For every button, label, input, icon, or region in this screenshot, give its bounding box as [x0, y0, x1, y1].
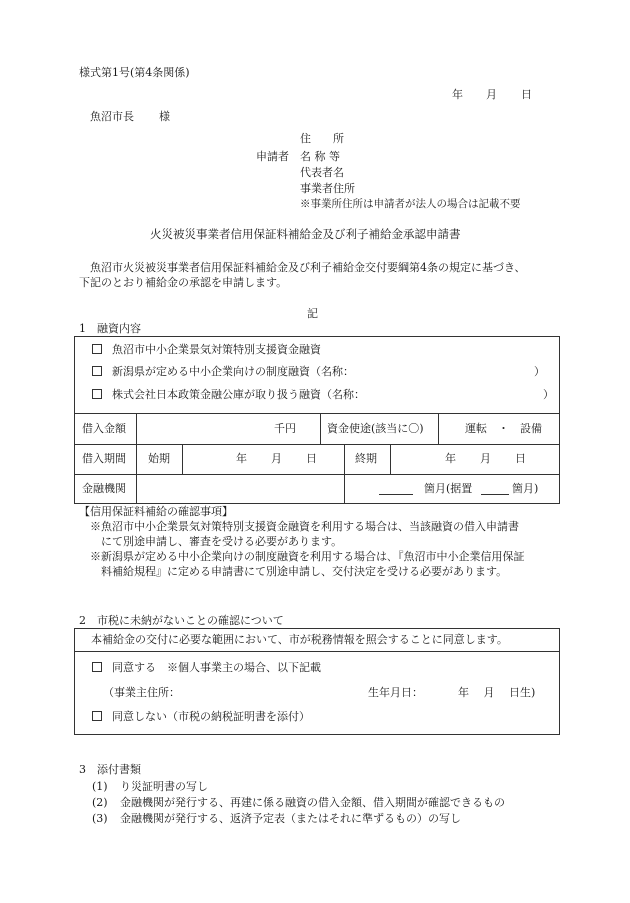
date-day-label: 日 — [521, 88, 532, 101]
loan-option-2-label: 新潟県が定める中小企業向けの制度融資（名称： — [112, 365, 354, 378]
loan-amount-unit: 千円 — [274, 422, 296, 435]
consent-agree[interactable] — [92, 661, 321, 676]
fund-use-label: 資金使途(該当に〇) — [327, 422, 424, 435]
attachment-3-text: 金融機関が発行する、返済予定表（またはそれに準ずるもの）の写し — [120, 812, 461, 825]
section1-heading: 1 融資内容 — [79, 322, 141, 335]
loan-option-1[interactable] — [92, 343, 321, 358]
divider — [74, 444, 560, 445]
end-month-label: 月 — [480, 452, 491, 465]
attachment-2-number: (2) — [92, 796, 108, 809]
start-year-label: 年 — [236, 452, 247, 465]
divider — [438, 413, 439, 444]
confirm-item-2-cont: 料補給規程』に定める申請書にて別途申請し、交付決定を受ける必要があります。 — [101, 565, 508, 578]
end-year-label: 年 — [445, 452, 456, 465]
addressee-honorific: 様 — [159, 110, 170, 123]
divider — [74, 413, 560, 414]
divider — [136, 413, 137, 504]
loan-option-2-checkbox[interactable] — [92, 366, 102, 376]
loan-option-1-label: 魚沼市中小企業景気対策特別支援資金融資 — [112, 343, 321, 356]
consent-agree-label: 同意する ※個人事業主の場合、以下記載 — [112, 661, 321, 674]
owner-address-label: （事業主住所： — [103, 686, 180, 699]
fund-use-options[interactable]: 運転 ・ 設備 — [465, 422, 542, 435]
applicant-name-label: 名 称 等 — [300, 150, 340, 163]
months-text: 箇月(据置 — [424, 482, 473, 495]
loan-option-3[interactable] — [92, 388, 365, 403]
applicant-representative-label: 代表者名 — [300, 166, 344, 179]
applicant-label: 申請者 — [256, 150, 289, 163]
confirm-item-1: ※魚沼市中小企業景気対策特別支援資金融資を利用する場合は、当該融資の借入申請書 — [90, 520, 519, 533]
loan-option-3-close: ） — [543, 388, 554, 401]
bank-label: 金融機関 — [82, 482, 126, 495]
divider — [344, 444, 345, 504]
date-month-label: 月 — [486, 88, 497, 101]
consent-disagree-label: 同意しない（市税の納税証明書を添付） — [112, 710, 310, 723]
applicant-business-address-label: 事業者住所 — [300, 182, 355, 195]
document-title: 火災被災事業者信用保証料補給金及び利子補給金承認申請書 — [150, 227, 461, 241]
divider — [74, 651, 560, 652]
attachment-1-text: り災証明書の写し — [120, 780, 208, 793]
months-tail: 箇月) — [512, 482, 539, 495]
consent-disagree-checkbox[interactable] — [92, 711, 102, 721]
date-year-label: 年 — [452, 88, 463, 101]
divider — [390, 444, 391, 474]
tax-consent-statement: 本補給金の交付に必要な範囲において、市が税務情報を照会することに同意します。 — [91, 633, 508, 646]
start-month-label: 月 — [271, 452, 282, 465]
section3-heading: 3 添付書類 — [79, 763, 141, 776]
consent-disagree[interactable] — [92, 710, 310, 725]
intro-line-1: 魚沼市火災被災事業者信用保証料補給金及び利子補給金交付要綱第4条の規定に基づき、 — [90, 261, 526, 274]
grace-months-blank[interactable] — [481, 494, 509, 495]
attachment-3-number: (3) — [92, 812, 108, 825]
loan-option-1-checkbox[interactable] — [92, 344, 102, 354]
divider — [74, 474, 560, 475]
consent-agree-checkbox[interactable] — [92, 662, 102, 672]
ki-label: 記 — [307, 307, 318, 320]
applicant-note: ※事業所住所は申請者が法人の場合は記載不要 — [300, 198, 521, 210]
section2-heading: 2 市税に未納がないことの確認について — [79, 614, 284, 627]
birth-date-label: 生年月日： — [368, 686, 423, 699]
confirm-heading: 【信用保証料補給の確認事項】 — [79, 505, 233, 518]
loan-period-label: 借入期間 — [82, 452, 126, 465]
attachment-1-number: (1) — [92, 780, 108, 793]
intro-line-2: 下記のとおり補給金の承認を申請します。 — [79, 276, 288, 289]
applicant-address-label: 住 所 — [300, 132, 344, 145]
loan-option-2-close: ） — [534, 365, 545, 378]
start-day-label: 日 — [306, 452, 317, 465]
loan-option-3-label: 株式会社日本政策金融公庫が取り扱う融資（名称： — [112, 388, 365, 401]
months-blank[interactable] — [379, 494, 413, 495]
attachment-2-text: 金融機関が発行する、再建に係る融資の借入金額、借入期間が確認できるもの — [120, 796, 505, 809]
confirm-item-2: ※新潟県が定める中小企業向けの制度融資を利用する場合は､『魚沼市中小企業信用保証 — [90, 550, 525, 563]
period-end-label: 終期 — [355, 452, 377, 465]
loan-option-2[interactable] — [92, 365, 354, 380]
end-day-label: 日 — [515, 452, 526, 465]
addressee: 魚沼市長 — [90, 110, 134, 123]
period-start-label: 始期 — [148, 452, 170, 465]
divider — [182, 444, 183, 474]
form-number: 様式第1号(第4条関係) — [79, 66, 190, 79]
confirm-item-1-cont: にて別途申請し、審査を受ける必要があります。 — [101, 535, 343, 548]
loan-option-3-checkbox[interactable] — [92, 389, 102, 399]
divider — [320, 413, 321, 444]
loan-amount-label: 借入金額 — [82, 422, 126, 435]
birth-date-units: 年 月 日生) — [458, 686, 536, 699]
loan-table — [74, 336, 560, 504]
